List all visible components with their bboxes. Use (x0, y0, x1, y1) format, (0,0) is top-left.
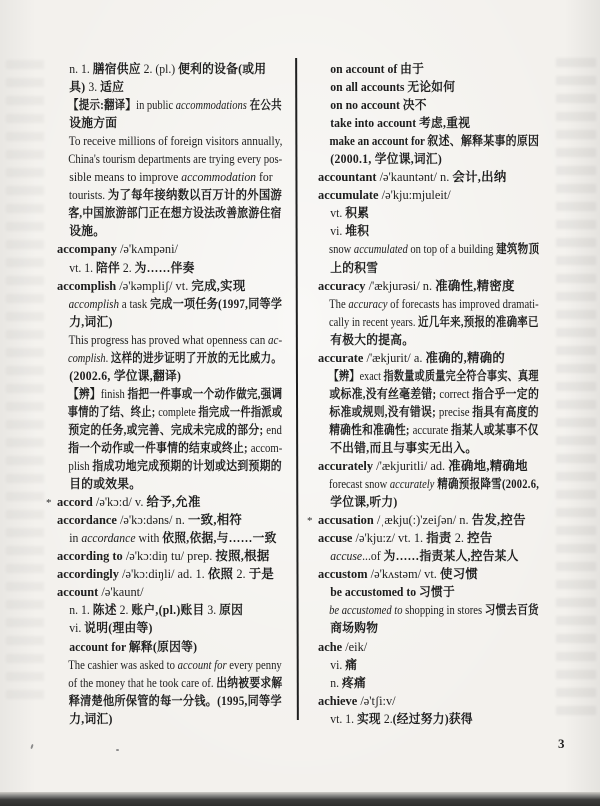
text-line: 设施方面 (69, 116, 118, 131)
text-line: 客,中国旅游部门正在想方设法改善旅游住宿 (68, 206, 282, 221)
text-line: of the money that he took care of. 出纳被要求解 (68, 675, 283, 690)
right-column (307, 60, 552, 728)
entry-according-to: according to /ə'kɔ:diŋ tu/ prep. 按照,根据 (57, 549, 270, 564)
text-line: vi. 说明(理由等) (69, 621, 153, 636)
entry-achieve: achieve /ə'tʃi:v/ (318, 693, 396, 708)
entry-accordingly: accordingly /ə'kɔ:diŋli/ ad. 1. 依照 2. 于是 (57, 567, 275, 582)
text-line: 【辨】finish 指把一件事或一个动作做完,强调 (68, 386, 283, 401)
text-line: (2000.1, 学位课,词汇) (330, 152, 443, 167)
text-line: tourists. 为了每年接纳数以百万计的外国游 (68, 188, 283, 203)
text-line: accomplish a task 完成一项任务(1997,同等学 (68, 296, 283, 311)
text-line: vt. 1. 陪伴 2. 为……伴奏 (69, 260, 195, 275)
entry-accusation: * accusation /ˌækju(:)'zeiʃən/ n. 告发,控告 (318, 511, 552, 529)
text-line: on account of 由于 (330, 62, 425, 76)
text-line: cally in recent years. 近几年来,预报的准确率已 (328, 314, 539, 329)
text-line: 目的或效果。 (69, 477, 142, 492)
text-line: This progress has proved what openness can ac- (68, 332, 283, 347)
text-line: 【辨】exact 指数量或质量完全符合事实、真理 (328, 368, 539, 383)
text-line: 标准或规则,没有错误; precise 指具有高度的 (329, 404, 539, 419)
text-line: n. 疼痛 (330, 675, 366, 690)
text-line: 力,词汇) (69, 711, 113, 726)
entry-accurately: accurately /'ækjuritli/ ad. 准确地,精确地 (318, 459, 528, 474)
text-line: be accustomed to 习惯于 (330, 585, 455, 600)
entry-accustom: accustom /ə'kʌstəm/ vt. 使习惯 (318, 567, 479, 582)
left-column (46, 60, 295, 728)
text-line: 事情的了结、终止; complete 指完成一件指派或 (67, 404, 283, 419)
text-line: 指一个动作或一件事情的结束或终止; accom- (68, 440, 283, 455)
text-line: 或标准,没有丝毫差错; correct 指合乎一定的 (329, 386, 540, 401)
text-line: The accuracy of forecasts has improved dramati- (329, 296, 539, 311)
text-line: be accustomed to shopping in stores 习惯去百货 (329, 603, 539, 618)
text-line: vt. 积累 (330, 206, 370, 221)
text-line: in accordance with 依照,依据,与……一致 (69, 531, 277, 546)
entry-accuse: accuse /ə'kju:z/ vt. 1. 指责 2. 控告 (318, 531, 493, 546)
text-line: take into account 考虑,重视 (330, 116, 471, 131)
entry-accordance: accordance /ə'kɔ:dəns/ n. 一致,相符 (57, 513, 243, 528)
text-line: 具) 3. 适应 (69, 80, 125, 95)
entry-accuracy: accuracy /'ækjurəsi/ n. 准确性,精密度 (318, 278, 515, 293)
text-line: 预定的任务,或完善、完成未完成的部分; end (68, 422, 282, 437)
entry-accumulate: accumulate /ə'kju:mjuleit/ (318, 188, 451, 203)
scan-speck (116, 749, 119, 751)
text-line: (2002.6, 学位课,翻译) (69, 368, 182, 383)
text-line: on no account 决不 (330, 98, 427, 113)
text-line: vi. 堆积 (330, 224, 370, 239)
text-line: account for 解释(原因等) (69, 639, 198, 654)
text-line: complish. 这样的进步证明了开放的无比威力。 (67, 350, 283, 365)
text-line: on all accounts 无论如何 (330, 80, 456, 95)
text-line: China's tourism departments are trying every pos- (68, 152, 283, 167)
entry-accord: * accord /ə'kɔ:d/ v. 给予,允准 (57, 493, 295, 511)
entry-accomplish: accomplish /ə'kəmpliʃ/ vt. 完成,实现 (57, 278, 246, 293)
text-line: accuse...of 为……指责某人,控告某人 (330, 549, 519, 564)
scan-speck (30, 744, 33, 749)
entry-account: account /ə'kaunt/ (57, 585, 144, 600)
text-line: 【提示:翻译】in public accommodations 在公共 (67, 98, 282, 113)
text-line: 精确性和准确性; accurate 指某人或某事不仅 (329, 422, 539, 437)
text-line: 上的积雪 (330, 260, 379, 275)
bottom-scan-edge (0, 792, 600, 806)
text-line: snow accumulated on top of a building 建筑物顶 (329, 242, 540, 257)
text-line: n. 1. 陈述 2. 账户,(pl.)账目 3. 原因 (69, 603, 244, 618)
text-line: 释清楚他所保管的每一分钱。(1995,同等学 (68, 693, 282, 708)
entry-accurate: accurate /'ækjurit/ a. 准确的,精确的 (318, 350, 506, 365)
bleed-through-left-margin (6, 60, 44, 700)
column-divider-rule (295, 58, 298, 720)
text-line: 设施。 (69, 224, 106, 239)
text-line: 商场购物 (330, 621, 379, 636)
text-line: 力,词汇) (69, 314, 113, 329)
text-line: n. 1. 膳宿供应 2. (pl.) 便利的设备(或用 (69, 62, 267, 76)
text-line: sible means to improve accommodation for (69, 170, 273, 185)
text-line: 不出错,而且与事实无出入。 (330, 440, 478, 455)
text-line: vi. 痛 (330, 657, 358, 672)
text-line: plish 指成功地完成预期的计划或达到预期的 (68, 459, 282, 474)
text-line: To receive millions of foreign visitors annually, (68, 134, 283, 149)
entry-accompany: accompany /ə'kʌmpəni/ (57, 242, 178, 257)
text-line: 学位课,听力) (330, 495, 398, 510)
text-line: 有极大的提高。 (330, 332, 415, 347)
text-line: The cashier was asked to account for every penny (68, 657, 282, 672)
page-number: 3 (558, 736, 565, 751)
entry-ache: ache /eik/ (318, 639, 368, 654)
text-line: make an account for 叙述、解释某事的原因 (329, 134, 540, 149)
text-line: vt. 1. 实现 2.(经过努力)获得 (330, 711, 473, 726)
text-line: forecast snow accurately 精确预报降雪(2002.6, (329, 477, 540, 492)
entry-accountant: accountant /ə'kauntənt/ n. 会计,出纳 (318, 170, 507, 185)
asterisk-marker: * (307, 515, 313, 528)
asterisk-marker: * (46, 497, 52, 510)
bleed-through-right-margin (556, 58, 596, 718)
